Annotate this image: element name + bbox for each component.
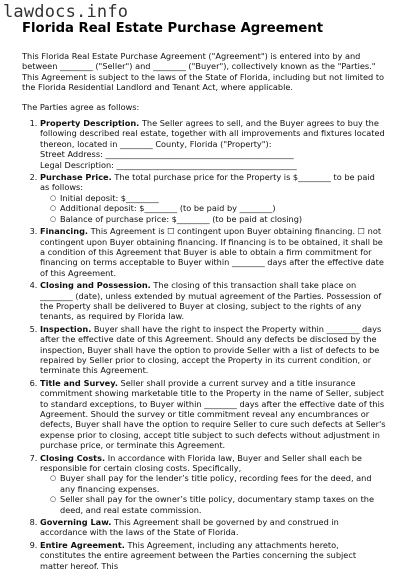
payment-list <box>40 193 386 224</box>
section-text: This Agreement is ☐ contingent upon Buyer obtaining financing. ☐ not contingent upon Buyer obtaining financing. If financing is to be obtained, it shall be a condition of this Agreement that Buyer is able to obtain a firm commitment for financing on terms acceptable to Buyer within ________ days after the effective date of this Agreement. <box>40 226 384 278</box>
list-item: ○ Initial deposit: $________ <box>60 193 386 203</box>
section-text: Seller shall provide a current survey and a title insurance commitment showing marketable title to the Property in the name of Seller, subject to standard exceptions, to Buyer within ________ days after the effective date of this Agreement. Should the survey or title commitment reveal any encumbrances or defects, Buyer shall have the option to require Seller to cure such defects at Seller's expense prior to closing, accept title subject to such defects without adjustment in purchase price, or terminate this Agreement. <box>40 377 386 451</box>
list-item: ○ Buyer shall pay for the lender’s title policy, recording fees for the deed, and any financing expenses. <box>60 473 386 494</box>
section-text: The Seller agrees to sell, and the Buyer agrees to buy the following described real estate, together with all improvements and fixtures located thereon, located in ________ County, Florida ("Property"): <box>40 118 385 149</box>
section-financing <box>40 226 386 278</box>
list-item: ○ Seller shall pay for the owner’s title policy, documentary stamp taxes on the deed, and real estate commission. <box>60 494 386 515</box>
section-closing-costs <box>40 453 386 515</box>
section-purchase-price <box>40 172 386 224</box>
closing-costs-list <box>40 473 386 515</box>
section-text: The closing of this transaction shall take place on ________ (date), unless extended by mutual agreement of the Parties. Possession of the Property shall be delivered to Buyer at closing, subject to the rights of any tenants, as required by Florida law. <box>40 280 382 322</box>
section-heading: Entire Agreement. <box>40 539 125 550</box>
section-heading: Closing Costs. <box>40 452 106 463</box>
section-governing-law <box>40 517 386 538</box>
section-heading: Property Description. <box>40 118 140 129</box>
legal-description-line: Legal Description: ____________________________________________ <box>40 159 297 170</box>
section-entire-agreement <box>40 540 386 571</box>
section-text: This Agreement shall be governed by and construed in accordance with the laws of the State of Florida. <box>40 517 339 538</box>
section-heading: Purchase Price. <box>40 172 112 183</box>
street-address-line: Street Address: ______________________________________________ <box>40 149 294 160</box>
section-closing-possession <box>40 280 386 322</box>
document-title: Florida Real Estate Purchase Agreement <box>22 21 324 36</box>
section-title-survey <box>40 378 386 451</box>
parties-line: The Parties agree as follows: <box>22 101 140 112</box>
section-inspection <box>40 324 386 376</box>
site-logo-text: lawdocs.info <box>3 2 129 22</box>
document-body <box>22 51 386 573</box>
sections-list <box>22 118 386 571</box>
section-heading: Title and Survey. <box>40 377 118 388</box>
section-heading: Governing Law. <box>40 517 112 528</box>
section-heading: Financing. <box>40 226 89 237</box>
section-text: In accordance with Florida law, Buyer and Seller shall each be responsible for certain closing costs. Specifically, <box>40 452 362 474</box>
list-item: ○ Balance of purchase price: $________ (to be paid at closing) <box>60 214 386 224</box>
section-text: Buyer shall have the right to inspect the Property within ________ days after the effective date of this Agreement. Should any defects be disclosed by the inspection, Buyer shall have the option to provide Seller with a list of defects to be repaired by Seller prior to closing, accept the Property in its current condition, or terminate this Agreement. <box>40 323 382 376</box>
section-text: The total purchase price for the Property is $________ to be paid as follows: <box>40 172 375 193</box>
section-heading: Closing and Possession. <box>40 280 151 291</box>
list-item: ○ Additional deposit: $________ (to be paid by ________) <box>60 203 386 213</box>
section-heading: Inspection. <box>40 323 92 334</box>
intro-paragraph: This Florida Real Estate Purchase Agreement ("Agreement") is entered into by and between ________ ("Seller") and ________ ("Buyer"), collectively known as the "Parties." This Agreement is subject to the laws of the State of Florida, including but not limited to the Florida Residential Landlord and Tenant Act, where applicable. <box>22 51 385 93</box>
section-property-description <box>40 118 386 170</box>
section-text: This Agreement, including any attachments hereto, constitutes the entire agreement between the Parties concerning the subject matter hereof. This <box>40 539 357 571</box>
